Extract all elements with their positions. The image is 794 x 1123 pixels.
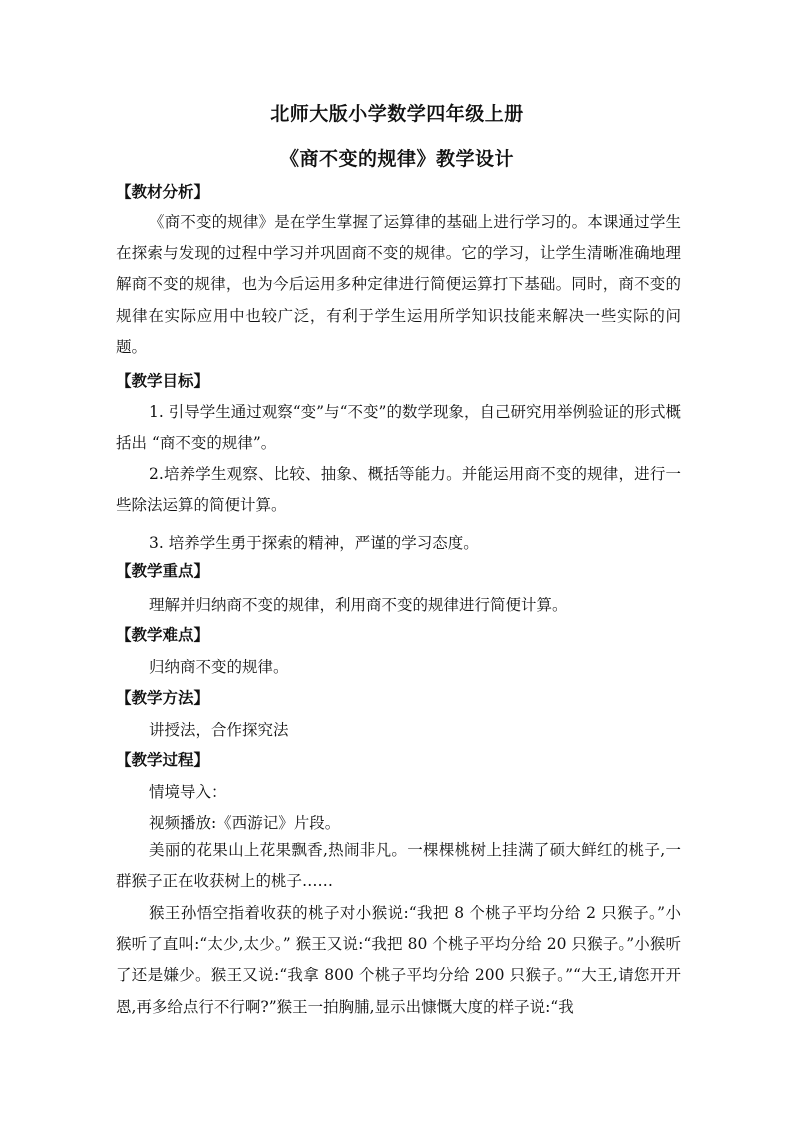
process-intro: 情境导入： [149, 783, 227, 801]
goal-item-1: 1. 引导学生通过观察“变”与“不变”的数学现象，自己研究用举例验证的形式概括出 “商不变的规律”。 [116, 403, 681, 453]
paragraph-difficulties: 归纳商不变的规律。 [149, 658, 289, 676]
document-title: 北师大版小学数学四年级上册 [270, 103, 524, 125]
goal-item-3: 3. 培养学生勇于探索的精神，严谨的学习态度。 [149, 534, 479, 552]
paragraph-methods: 讲授法，合作探究法 [149, 721, 289, 739]
heading-difficulties: 【教学难点】 [116, 626, 210, 644]
heading-teaching-goals: 【教学目标】 [116, 372, 210, 390]
heading-key-points: 【教学重点】 [116, 562, 210, 580]
heading-methods: 【教学方法】 [116, 689, 210, 707]
paragraph-key-points: 理解并归纳商不变的规律，利用商不变的规律进行简便计算。 [149, 596, 568, 614]
process-story-paragraph-2: 猴王孙悟空指着收获的桃子对小猴说:“我把 8 个桃子平均分给 2 只猴子。”小猴听了直叫:“太少,太少。” 猴王又说:“我把 80 个桃子平均分给 20 只猴子。”小猴听了还是嫌少。猴王又说:“我拿 800 个桃子平均分给 200 只猴子。”“大王,请您开开恩,再多给点行不行啊?”猴王一拍胸脯,显示出慷慨大度的样子说:“我 [116, 904, 681, 1016]
heading-material-analysis: 【教材分析】 [116, 183, 210, 201]
process-video: 视频播放:《西游记》片段。 [149, 814, 341, 832]
document-subtitle: 《商不变的规律》教学设计 [279, 148, 514, 170]
process-story-paragraph-1: 美丽的花果山上花果飘香,热闹非凡。一棵棵桃树上挂满了硕大鲜红的桃子,一群猴子正在收获树上的桃子…… [116, 841, 681, 891]
goal-item-2: 2.培养学生观察、比较、抽象、概括等能力。并能运用商不变的规律，进行一些除法运算的简便计算。 [116, 465, 681, 515]
heading-process: 【教学过程】 [116, 751, 210, 769]
paragraph-material-analysis: 《商不变的规律》是在学生掌握了运算律的基础上进行学习的。本课通过学生在探索与发现的过程中学习并巩固商不变的规律。它的学习，让学生清晰准确地理解商不变的规律，也为今后运用多种定律进行简便运算打下基础。同时，商不变的规律在实际应用中也较广泛，有利于学生运用所学知识技能来解决一些实际的问题。 [116, 213, 681, 356]
